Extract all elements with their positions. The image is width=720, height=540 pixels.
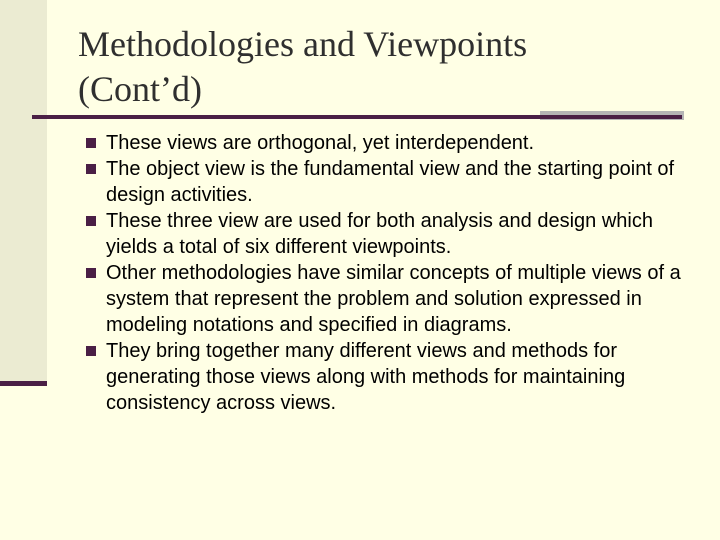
bullet-item bbox=[86, 156, 696, 208]
bullet-text: These three view are used for both analysis and design which yields a total of six different viewpoints. bbox=[106, 210, 653, 258]
square-bullet-icon bbox=[86, 268, 96, 278]
bullet-item bbox=[86, 260, 696, 338]
bullet-text: Other methodologies have similar concepts of multiple views of a system that represent the problem and solution expressed in modeling notations and specified in diagrams. bbox=[106, 262, 681, 336]
bullet-list bbox=[86, 130, 696, 416]
left-decorative-band bbox=[0, 0, 47, 384]
left-band-accent-line bbox=[0, 381, 47, 386]
title-rule bbox=[32, 115, 682, 119]
bullet-text: The object view is the fundamental view and the starting point of design activities. bbox=[106, 158, 675, 206]
slide-title bbox=[78, 22, 678, 112]
square-bullet-icon bbox=[86, 138, 96, 148]
square-bullet-icon bbox=[86, 216, 96, 226]
square-bullet-icon bbox=[86, 346, 96, 356]
bullet-item bbox=[86, 338, 696, 416]
bullet-item bbox=[86, 130, 696, 156]
bullet-item bbox=[86, 208, 696, 260]
square-bullet-icon bbox=[86, 164, 96, 174]
bullet-text: They bring together many different views and methods for generating those views along with methods for maintaining consistency across views. bbox=[106, 340, 626, 414]
title-line-2: (Cont’d) bbox=[78, 69, 202, 109]
bullet-text: These views are orthogonal, yet interdependent. bbox=[106, 132, 535, 154]
title-line-1: Methodologies and Viewpoints bbox=[78, 24, 528, 64]
